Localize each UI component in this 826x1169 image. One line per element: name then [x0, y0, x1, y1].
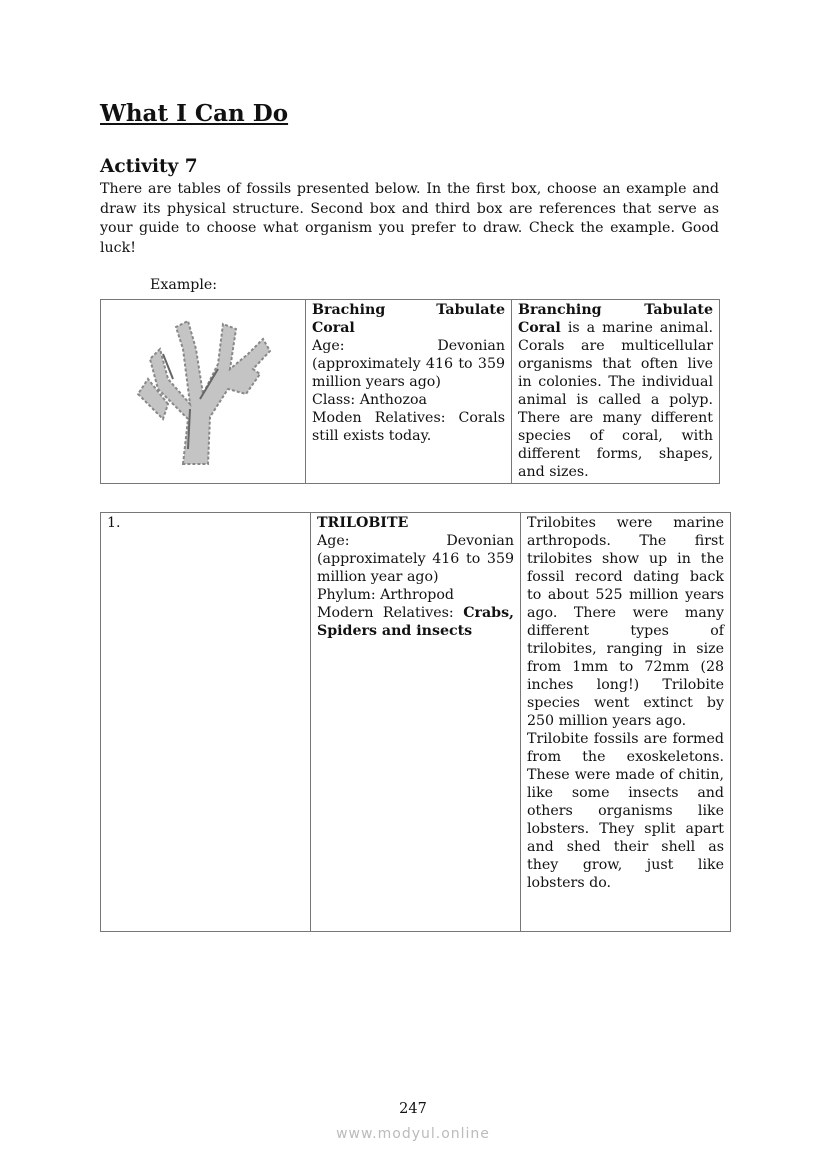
- fossil-description-cell: [512, 300, 720, 484]
- fossil-class: Class: Anthozoa: [312, 392, 427, 408]
- watermark: www.modyul.online: [336, 1126, 490, 1142]
- coral-illustration: [128, 309, 278, 469]
- example-table: [100, 299, 720, 484]
- fossil-relatives: Moden Relatives: Corals still exists today.: [312, 410, 505, 444]
- activity-instructions: There are tables of fossils presented below. In the first box, choose an example and draw its physical structure. Second box and third box are references that serve as your guide to choose what organism you prefer to draw. Check the example. Good luck!: [100, 181, 719, 256]
- fossil-info-cell: [306, 300, 512, 484]
- drawing-cell[interactable]: [101, 513, 311, 932]
- activity-heading: Activity 7: [100, 156, 198, 177]
- item-number: 1.: [107, 515, 121, 531]
- fossil-info-cell: [311, 513, 521, 932]
- fossil-age: Age: Devonian (approximately 416 to 359 million year ago): [317, 533, 514, 585]
- fossil-phylum: Phylum: Arthropod: [317, 587, 455, 603]
- activity-table: [100, 512, 731, 932]
- description-paragraph-1: Trilobites were marine arthropods. The first trilobites show up in the fossil record dating back to about 525 million years ago. There were many different types of trilobites, ranging in size from 1mm to 72mm (28 inches long!) Trilobite species went extinct by 250 million years ago.: [527, 515, 724, 729]
- description-paragraph-2: Trilobite fossils are formed from the exoskeletons. These were made of chitin, like some insects and others organisms like lobsters. They split apart and shed their shell as they grow, just like lobsters do.: [527, 731, 724, 891]
- page-number: 247: [399, 1101, 427, 1117]
- page-title: What I Can Do: [100, 100, 289, 127]
- drawing-cell: [101, 300, 306, 484]
- relatives-value: Crabs, Spiders and insects: [317, 605, 514, 639]
- example-label: Example:: [150, 277, 218, 293]
- fossil-description-cell: [521, 513, 731, 932]
- relatives-label: Modern Relatives:: [317, 605, 464, 621]
- fossil-age: Age: Devonian (approximately 416 to 359 million years ago): [312, 338, 505, 390]
- description-text: is a marine animal. Corals are multicellular organisms that often live in colonies. The individual animal is called a polyp. There are many different species of coral, with different forms, shapes, and sizes.: [518, 320, 713, 480]
- description-bold: Branching Tabulate Coral: [518, 302, 713, 336]
- fossil-name: Braching Tabulate Coral: [312, 302, 505, 336]
- fossil-name: TRILOBITE: [317, 515, 409, 531]
